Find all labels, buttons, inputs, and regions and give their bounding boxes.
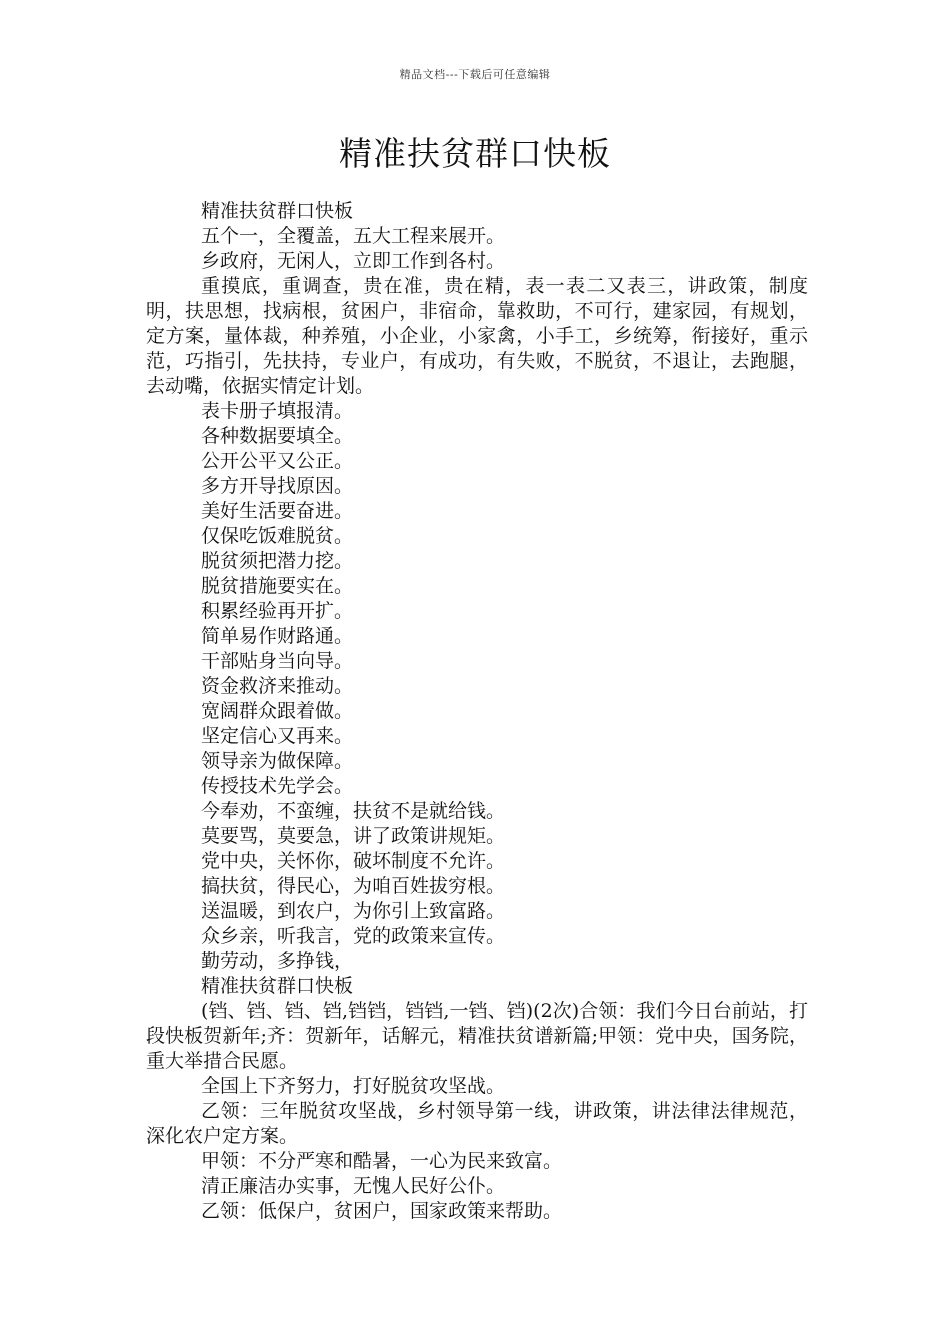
- paragraph: 今奉劝，不蛮缠，扶贫不是就给钱。: [201, 800, 506, 822]
- document-body: [146, 199, 808, 1224]
- paragraph: 送温暖，到农户，为你引上致富路。: [201, 900, 506, 922]
- paragraph: 重摸底，重调查，贵在准，贵在精，表一表二又表三，讲政策，制度明，扶思想，找病根，贫困户，非宿命，靠救助，不可行，建家园，有规划，定方案，量体裁，种养殖，小企业，小家禽，小手工，乡统筹，衔接好，重示范，巧指引，先扶持，专业户，有成功，有失败，不脱贫，不退让，去跑腿，去动嘴，依据实情定计划。: [146, 275, 808, 397]
- paragraph: 搞扶贫，得民心，为咱百姓拔穷根。: [201, 875, 506, 897]
- paragraph: 简单易作财路通。: [201, 625, 354, 647]
- paragraph: 脱贫须把潜力挖。: [201, 550, 354, 572]
- paragraph: 众乡亲，听我言，党的政策来宣传。: [201, 925, 506, 947]
- paragraph: 党中央，关怀你，破坏制度不允许。: [201, 850, 506, 872]
- paragraph: 莫要骂，莫要急，讲了政策讲规矩。: [201, 825, 506, 847]
- paragraph: 五个一，全覆盖，五大工程来展开。: [201, 225, 506, 247]
- paragraph: 领导亲为做保障。: [201, 750, 354, 772]
- paragraph: 清正廉洁办实事，无愧人民好公仆。: [201, 1175, 506, 1197]
- paragraph: 积累经验再开扩。: [201, 600, 354, 622]
- paragraph: 乡政府，无闲人，立即工作到各村。: [201, 250, 506, 272]
- paragraph: 各种数据要填全。: [201, 425, 354, 447]
- paragraph: 脱贫措施要实在。: [201, 575, 354, 597]
- paragraph: 表卡册子填报清。: [201, 400, 354, 422]
- paragraph: 传授技术先学会。: [201, 775, 354, 797]
- paragraph: 勤劳动，多挣钱，: [201, 950, 354, 972]
- paragraph: 美好生活要奋进。: [201, 500, 354, 522]
- paragraph: (铛、铛、铛、铛,铛铛，铛铛,一铛、铛)(2次)合领：我们今日台前站，打段快板贺新年;齐：贺新年，话解元，精准扶贫谱新篇;甲领：党中央，国务院，重大举措合民愿。: [146, 1000, 808, 1072]
- paragraph: 宽阔群众跟着做。: [201, 700, 354, 722]
- paragraph: 多方开导找原因。: [201, 475, 354, 497]
- paragraph: 乙领：低保户，贫困户，国家政策来帮助。: [201, 1200, 563, 1222]
- document-title: 精准扶贫群口快板: [339, 134, 611, 173]
- paragraph: 精准扶贫群口快板: [201, 200, 354, 222]
- paragraph: 公开公平又公正。: [201, 450, 354, 472]
- paragraph: 坚定信心又再来。: [201, 725, 354, 747]
- header-note: 精品文档---下载后可任意编辑: [399, 68, 551, 81]
- paragraph: 仅保吃饭难脱贫。: [201, 525, 354, 547]
- paragraph: 乙领：三年脱贫攻坚战，乡村领导第一线，讲政策，讲法律法律规范，深化农户定方案。: [146, 1100, 808, 1147]
- paragraph: 干部贴身当向导。: [201, 650, 354, 672]
- paragraph: 甲领：不分严寒和酷暑，一心为民来致富。: [201, 1150, 563, 1172]
- paragraph: 资金救济来推动。: [201, 675, 354, 697]
- paragraph: 全国上下齐努力，打好脱贫攻坚战。: [201, 1075, 506, 1097]
- paragraph: 精准扶贫群口快板: [201, 975, 354, 997]
